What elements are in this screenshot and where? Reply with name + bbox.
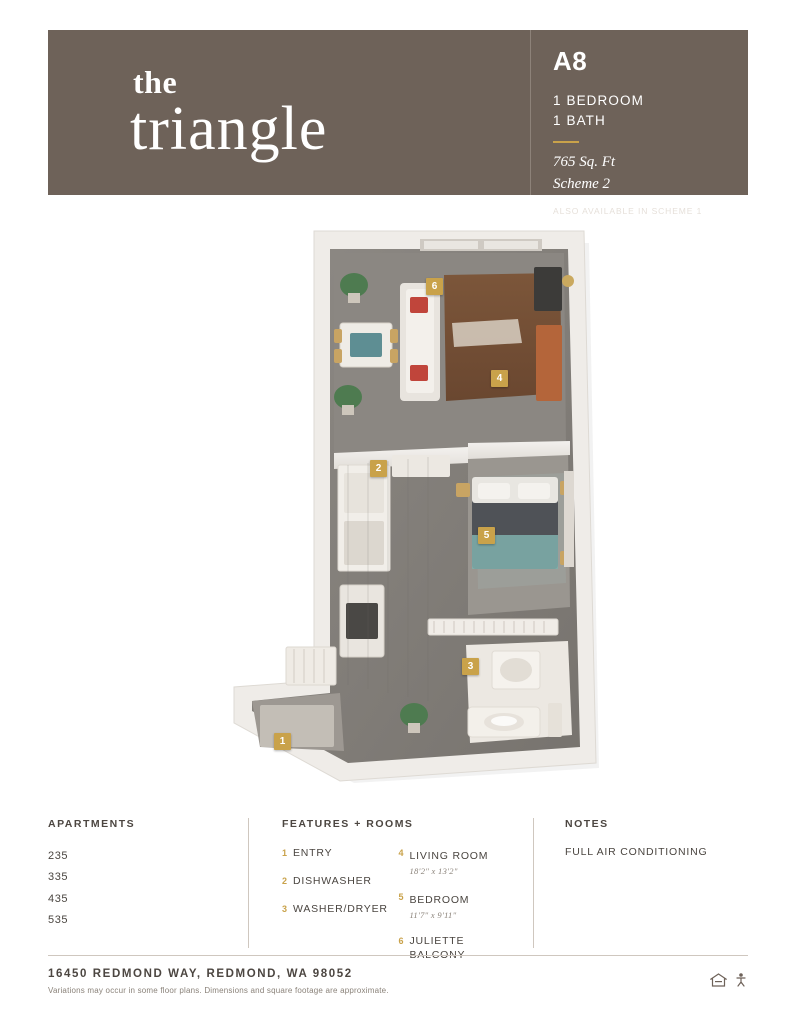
divider-rule <box>553 141 579 143</box>
plan-badge-6[interactable]: 6 <box>426 278 443 295</box>
feature-label: ENTRY <box>293 847 333 859</box>
notes-title: NOTES <box>565 818 609 830</box>
equal-housing-icon <box>710 972 727 988</box>
plan-scheme: Scheme 2 <box>553 175 611 192</box>
feature-number: 6 <box>398 936 404 946</box>
plan-badge-4[interactable]: 4 <box>491 370 508 387</box>
brand-logo <box>48 30 530 195</box>
feature-dimensions: 11'7" x 9'11" <box>409 910 457 920</box>
footer-disclaimer: Variations may occur in some floor plans. Dimensions and square footage are approximate. <box>48 986 389 995</box>
plan-badge-3[interactable]: 3 <box>462 658 479 675</box>
logo-line-triangle: triangle <box>130 95 328 164</box>
apartment-number: 535 <box>48 914 69 927</box>
feature-item-bedroom <box>399 890 516 920</box>
feature-dimensions: 18'2" x 13'2" <box>409 866 458 876</box>
footer-icon-group <box>710 968 748 988</box>
feature-item-entry <box>282 846 399 860</box>
plan-square-feet: 765 Sq. Ft <box>553 154 616 171</box>
floorplan-image <box>48 215 748 805</box>
feature-label: LIVING ROOM <box>409 850 489 862</box>
header-bar <box>48 30 748 216</box>
floorplan-rendering <box>48 215 748 805</box>
plan-info-panel <box>530 30 748 216</box>
footer-text-block <box>48 968 389 995</box>
features-title: FEATURES + ROOMS <box>282 818 414 830</box>
plan-bedrooms: 1 BEDROOM <box>553 93 644 108</box>
feature-number: 4 <box>398 848 404 858</box>
feature-item-living-room <box>399 846 516 876</box>
legend-section <box>48 818 748 962</box>
feature-label: JULIETTE BALCONY <box>409 935 466 962</box>
feature-number: 2 <box>282 876 288 887</box>
feature-item-dishwasher <box>282 874 399 888</box>
feature-label: WASHER/DRYER <box>293 903 388 916</box>
notes-column <box>533 818 748 948</box>
plan-badge-1[interactable]: 1 <box>274 733 291 750</box>
plan-code: A8 <box>553 46 588 76</box>
feature-item-washer-dryer <box>282 902 399 916</box>
logo-line-the: the <box>133 64 178 101</box>
apartments-column <box>48 818 248 948</box>
footer-section <box>48 955 748 995</box>
feature-number: 5 <box>398 892 404 902</box>
plan-bathrooms: 1 BATH <box>553 112 606 128</box>
feature-number: 1 <box>282 848 288 858</box>
plan-badge-5[interactable]: 5 <box>478 527 495 544</box>
accessibility-icon <box>734 972 748 988</box>
apartment-number: 335 <box>48 871 69 884</box>
footer-address: 16450 REDMOND WAY, REDMOND, WA 98052 <box>48 968 353 980</box>
feature-number: 3 <box>282 904 288 915</box>
feature-label: BEDROOM <box>409 894 470 906</box>
feature-label: DISHWASHER <box>293 875 372 888</box>
notes-text: FULL AIR CONDITIONING <box>565 846 708 858</box>
plan-also-available: ALSO AVAILABLE IN SCHEME 1 <box>553 205 703 216</box>
apartments-title: APARTMENTS <box>48 818 136 830</box>
features-column <box>248 818 533 962</box>
apartment-number: 435 <box>48 892 69 905</box>
apartment-number: 235 <box>48 850 69 862</box>
plan-badge-2[interactable]: 2 <box>370 460 387 477</box>
